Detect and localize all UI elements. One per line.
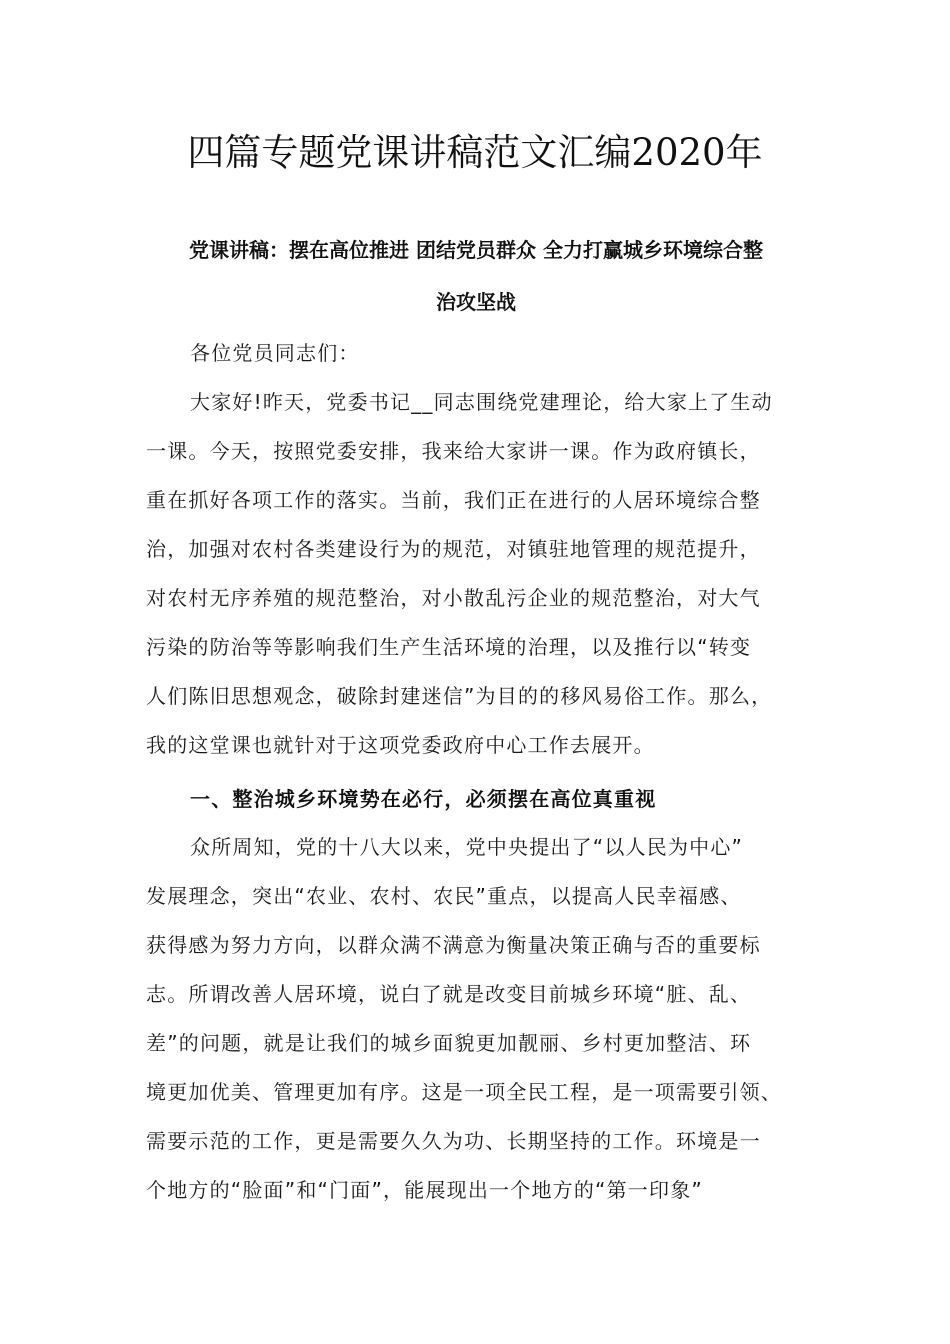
paragraph-line: 境更加优美、管理更加有序。这是一项全民工程，是一项需要引领、 [146, 1080, 782, 1104]
section-title-line-2: 治攻坚战 [436, 290, 516, 314]
paragraph-line: 我的这堂课也就针对于这项党委政府中心工作去展开。 [146, 733, 655, 757]
paragraph-line: 污染的防治等等影响我们生产生活环境的治理，以及推行以“转变 [146, 635, 752, 659]
paragraph-line: 差”的问题，就是让我们的城乡面貌更加靓丽、乡村更加整洁、环 [146, 1031, 752, 1055]
document-title: 四篇专题党课讲稿范文汇编2020年 [187, 131, 763, 174]
paragraph-line: 发展理念，突出“农业、农村、农民”重点，以提高人民幸福感、 [146, 884, 742, 908]
paragraph-line: 志。所谓改善人居环境，说白了就是改变目前城乡环境“脏、乱、 [146, 982, 752, 1006]
paragraph-line: 大家好!昨天，党委书记__同志围绕党建理论，给大家上了生动 [190, 390, 773, 414]
section-heading: 一、整治城乡环境势在必行，必须摆在高位真重视 [190, 787, 657, 811]
paragraph-line: 需要示范的工作，更是需要久久为功、长期坚持的工作。环境是一 [146, 1129, 761, 1153]
paragraph-line: 重在抓好各项工作的落实。当前，我们正在进行的人居环境综合整 [146, 488, 761, 512]
paragraph-line: 对农村无序养殖的规范整治，对小散乱污企业的规范整治，对大气 [146, 586, 761, 610]
paragraph-line: 一课。今天，按照党委安排，我来给大家讲一课。作为政府镇长， [146, 439, 761, 463]
salutation: 各位党员同志们： [190, 341, 360, 365]
paragraph-line: 获得感为努力方向，以群众满不满意为衡量决策正确与否的重要标 [146, 933, 761, 957]
section-title-line-1: 党课讲稿：摆在高位推进 团结党员群众 全力打赢城乡环境综合整 [189, 238, 763, 262]
paragraph-line: 人们陈旧思想观念，破除封建迷信”为目的的移风易俗工作。那么， [146, 684, 773, 708]
paragraph-line: 治，加强对农村各类建设行为的规范，对镇驻地管理的规范提升， [146, 537, 761, 561]
paragraph-line: 个地方的“脸面”和“门面”，能展现出一个地方的“第一印象” [146, 1178, 703, 1202]
paragraph-line: 众所周知，党的十八大以来，党中央提出了“以人民为中心” [190, 835, 744, 859]
